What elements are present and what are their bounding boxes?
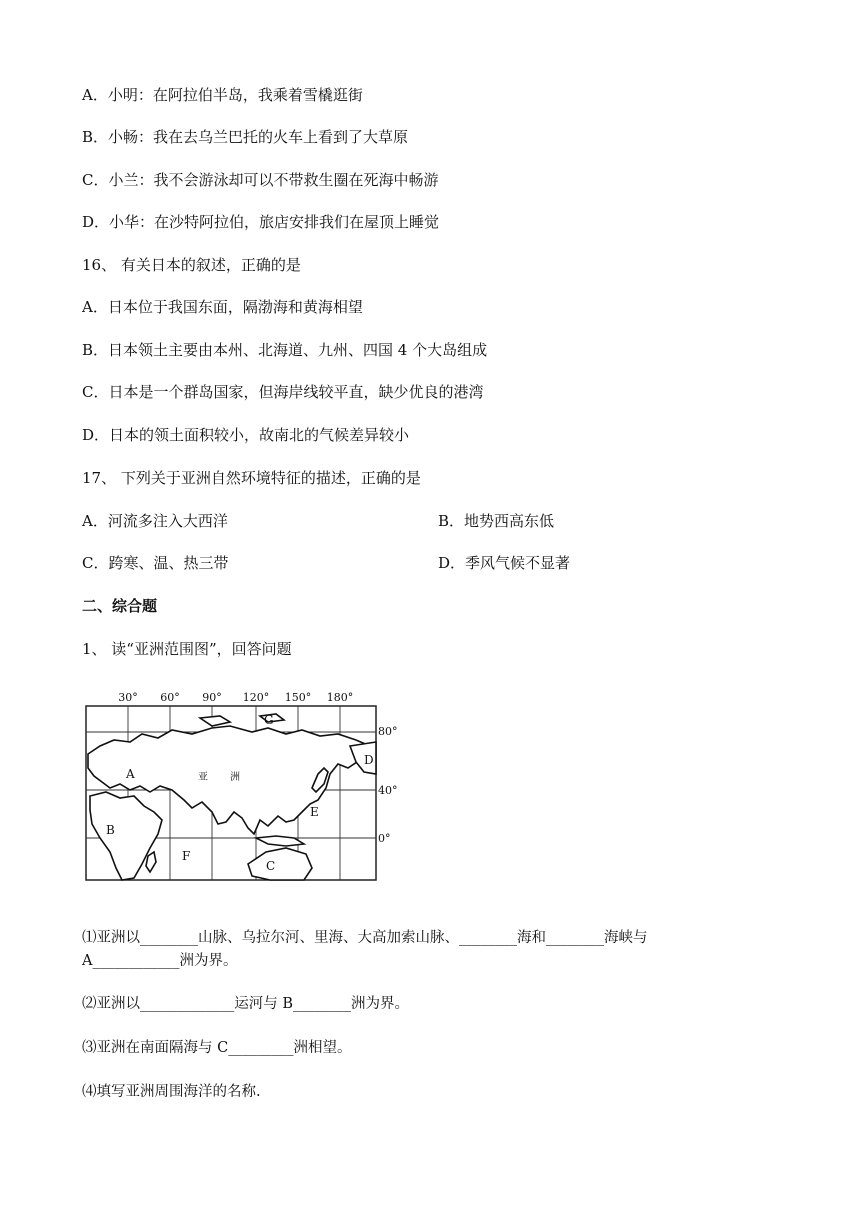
option-16b: B．日本领土主要由本州、北海道、九州、四国 4 个大岛组成 bbox=[82, 341, 488, 359]
region-label-a: A bbox=[126, 767, 135, 781]
option-17c: C．跨寒、温、热三带 bbox=[82, 554, 229, 572]
asia-range-map bbox=[80, 688, 425, 902]
lon-label: 60° bbox=[160, 691, 180, 704]
region-label-c: C bbox=[266, 859, 276, 873]
option-16c: C．日本是一个群岛国家，但海岸线较平直，缺少优良的港湾 bbox=[82, 383, 484, 401]
question-1: 1、 读“亚洲范围图”，回答问题 bbox=[82, 640, 292, 658]
region-label-ya: 亚 bbox=[198, 772, 208, 783]
lat-label: 40° bbox=[378, 784, 398, 797]
option-17a: A．河流多注入大西洋 bbox=[82, 512, 228, 530]
asia-map-figure bbox=[80, 688, 425, 902]
lat-label: 80° bbox=[378, 725, 398, 738]
region-label-d: D bbox=[364, 753, 374, 767]
subquestion-3: ⑶亚洲在南面隔海与 C_________洲相望。 bbox=[82, 1040, 352, 1056]
question-17: 17、 下列关于亚洲自然环境特征的描述，正确的是 bbox=[82, 469, 421, 487]
lon-label: 180° bbox=[326, 691, 354, 704]
question-16: 16、 有关日本的叙述，正确的是 bbox=[82, 256, 301, 274]
region-label-b: B bbox=[106, 823, 115, 837]
subquestion-1-line2: A____________洲为界。 bbox=[82, 953, 238, 969]
region-label-f: F bbox=[182, 849, 191, 863]
subquestion-4: ⑷填写亚洲周围海洋的名称. bbox=[82, 1084, 261, 1100]
option-16d: D．日本的领土面积较小，故南北的气候差异较小 bbox=[82, 426, 410, 444]
section-title: 二、综合题 bbox=[82, 597, 158, 615]
lat-label: 0° bbox=[378, 832, 391, 845]
subquestion-1-line1: ⑴亚洲以________山脉、乌拉尔河、里海、大高加索山脉、________海和________海峡与 bbox=[82, 930, 648, 946]
region-label-e: E bbox=[310, 805, 319, 819]
region-label-zhou: 洲 bbox=[230, 772, 240, 783]
option-15c: C．小兰：我不会游泳却可以不带救生圈在死海中畅游 bbox=[82, 171, 439, 189]
lon-label: 120° bbox=[242, 691, 270, 704]
option-17b: B．地势西高东低 bbox=[438, 512, 555, 530]
option-15a: A．小明：在阿拉伯半岛，我乘着雪橇逛街 bbox=[82, 86, 363, 104]
subquestion-2: ⑵亚洲以_____________运河与 B________洲为界。 bbox=[82, 996, 410, 1012]
option-16a: A．日本位于我国东面，隔渤海和黄海相望 bbox=[82, 298, 363, 316]
option-15b: B．小畅：我在去乌兰巴托的火车上看到了大草原 bbox=[82, 128, 409, 146]
option-17d: D．季风气候不显著 bbox=[438, 554, 571, 572]
option-15d: D．小华：在沙特阿拉伯，旅店安排我们在屋顶上睡觉 bbox=[82, 213, 440, 231]
lon-label: 30° bbox=[118, 691, 138, 704]
region-label-g: G bbox=[264, 713, 274, 727]
lon-label: 90° bbox=[202, 691, 222, 704]
lon-label: 150° bbox=[284, 691, 312, 704]
